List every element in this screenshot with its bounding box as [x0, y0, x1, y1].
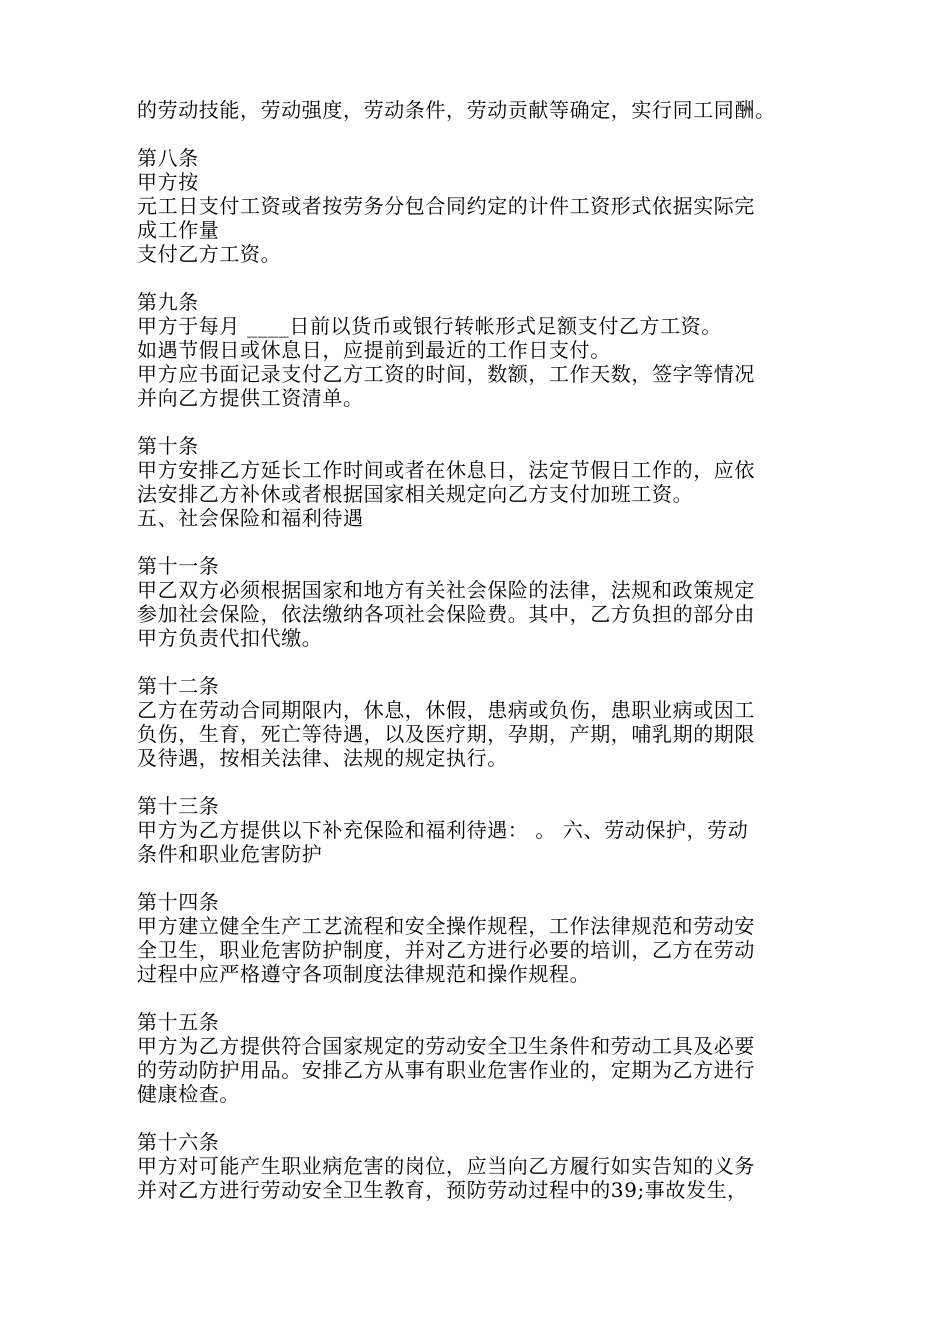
- paragraph-gap: [137, 122, 827, 146]
- text-line: 甲方建立健全生产工艺流程和安全操作规程，工作法律规范和劳动安: [137, 914, 755, 938]
- text-line: 第十一条: [137, 554, 220, 578]
- paragraph-gap: [137, 986, 827, 1010]
- paragraph-gap: [137, 410, 827, 434]
- text-line: 甲乙双方必须根据国家和地方有关社会保险的法律，法规和政策规定: [137, 578, 755, 602]
- text-line: 第十六条: [137, 1130, 220, 1154]
- text-line: 并对乙方进行劳动安全卫生教育，预防劳动过程中的39;事故发生，: [137, 1178, 748, 1202]
- document-body: [137, 98, 827, 1202]
- text-line: 成工作量: [137, 218, 220, 242]
- text-line: 元工日支付工资或者按劳务分包合同约定的计件工资形式依据实际完: [137, 194, 755, 218]
- text-line: 及待遇，按相关法律、法规的规定执行。: [137, 746, 508, 770]
- paragraph-gap: [137, 530, 827, 554]
- paragraph-gap: [137, 266, 827, 290]
- text-line: 条件和职业危害防护: [137, 842, 323, 866]
- text-line: 健康检查。: [137, 1082, 240, 1106]
- text-line: 甲方应书面记录支付乙方工资的时间，数额，工作天数，签字等情况: [137, 362, 755, 386]
- text-line: 甲方负责代扣代缴。: [137, 626, 323, 650]
- text-line: 法安排乙方补休或者根据国家相关规定向乙方支付加班工资。: [137, 482, 694, 506]
- text-line: 支付乙方工资。: [137, 242, 282, 266]
- text-line: 第十二条: [137, 674, 220, 698]
- text-line: 甲方为乙方提供以下补充保险和福利待遇： 。 六、劳动保护，劳动: [137, 818, 749, 842]
- paragraph-gap: [137, 770, 827, 794]
- paragraph-gap: [137, 1106, 827, 1130]
- text-line: 甲方按: [137, 170, 199, 194]
- text-line: 甲方为乙方提供符合国家规定的劳动安全卫生条件和劳动工具及必要: [137, 1034, 755, 1058]
- text-line: 第十四条: [137, 890, 220, 914]
- text-line: 的劳动技能，劳动强度，劳动条件，劳动贡献等确定，实行同工同酬。: [137, 98, 776, 122]
- text-line: 第十五条: [137, 1010, 220, 1034]
- text-line: 五、社会保险和福利待遇: [137, 506, 364, 530]
- text-line: 负伤，生育，死亡等待遇，以及医疗期，孕期，产期，哺乳期的期限: [137, 722, 755, 746]
- text-line: 全卫生，职业危害防护制度，并对乙方进行必要的培训，乙方在劳动: [137, 938, 755, 962]
- text-line: 甲方安排乙方延长工作时间或者在休息日，法定节假日工作的，应依: [137, 458, 755, 482]
- text-line: 第九条: [137, 290, 199, 314]
- paragraph-gap: [137, 866, 827, 890]
- text-line: 第十三条: [137, 794, 220, 818]
- text-line: 乙方在劳动合同期限内，休息，休假，患病或负伤，患职业病或因工: [137, 698, 755, 722]
- text-line: 如遇节假日或休息日，应提前到最近的工作日支付。: [137, 338, 611, 362]
- text-line: 甲方于每月 ____日前以货币或银行转帐形式足额支付乙方工资。: [137, 314, 722, 338]
- text-line: 甲方对可能产生职业病危害的岗位，应当向乙方履行如实告知的义务: [137, 1154, 755, 1178]
- text-line: 第十条: [137, 434, 199, 458]
- paragraph-gap: [137, 650, 827, 674]
- text-line: 并向乙方提供工资清单。: [137, 386, 364, 410]
- text-line: 第八条: [137, 146, 199, 170]
- text-line: 过程中应严格遵守各项制度法律规范和操作规程。: [137, 962, 591, 986]
- text-line: 参加社会保险，依法缴纳各项社会保险费。其中，乙方负担的部分由: [137, 602, 755, 626]
- text-line: 的劳动防护用品。安排乙方从事有职业危害作业的，定期为乙方进行: [137, 1058, 755, 1082]
